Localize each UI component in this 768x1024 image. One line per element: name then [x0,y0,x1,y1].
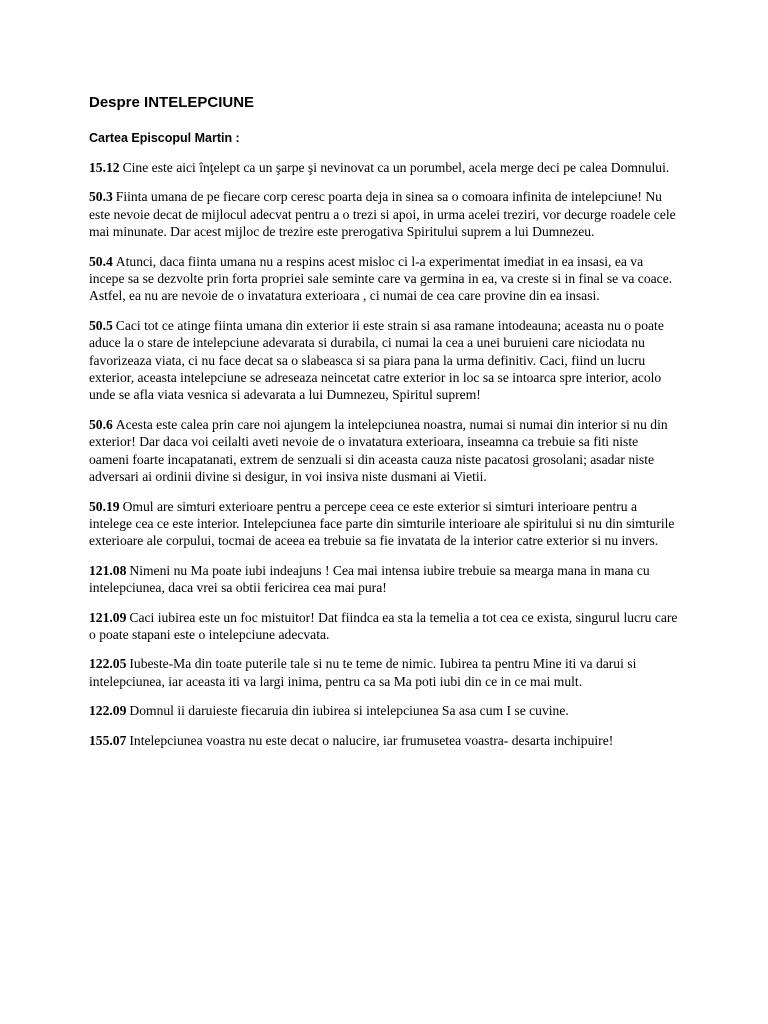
paragraph-text: Caci tot ce atinge fiinta umana din exterior ii este strain si asa ramane intodeauna; aceasta nu o poate aduce la o stare de intelepciune adevarata si durabila, ci numai la cea a unei buruieni care niciodata nu favorizeaza viata, ci nu face decat sa o slabeasca si sa piara pana la urma definitiv. Caci, fiind un lucru exterior, aceasta intelepciune se adreseaza neincetat catre exterior in loc sa se intoarca spre interior, acolo unde se afla viata vesnica si adevarata a lui Dumnezeu, Spiritul suprem! [89,317,664,403]
verse-ref: 122.09 [89,703,127,719]
paragraph-text: Acesta este calea prin care noi ajungem la intelepciunea noastra, numai si numai din interior si nu din exterior! Dar daca voi ceilalti aveti nevoie de o invatatura exterioara, inseamna ca trebuie sa fiti niste oameni foarte incapatanati, extrem de senzuali si din aceasta cauza niste pacatosi grosolani; asadar niste adversari ai ordinii divine si desigur, in voi insiva niste dusmani ai Vietii. [89,416,668,485]
paragraph [89,317,679,404]
document-subtitle: Cartea Episcopul Martin : [89,131,240,145]
verse-ref: 50.19 [89,498,120,514]
verse-ref: 155.07 [89,732,127,748]
paragraph-text: Atunci, daca fiinta umana nu a respins acest misloc ci l-a experimentat imediat in ea insasi, ea va incepe sa se dezvolte prin forta propriei sale seminte care va germina in ea, va creste si in final se va coace. Astfel, ea nu are nevoie de o invatatura exterioara , ci numai de cea care provine din ea insasi. [89,253,673,304]
paragraph [89,702,679,719]
paragraph-text: Intelepciunea voastra nu este decat o nalucire, iar frumusetea voastra- desarta inchipuire! [129,732,614,748]
paragraph-text: Domnul ii daruieste fiecaruia din iubirea si intelepciunea Sa asa cum I se cuvine. [129,703,569,719]
verse-ref: 50.6 [89,416,113,432]
verse-ref: 121.09 [89,609,127,625]
paragraph [89,416,679,486]
verse-ref: 50.3 [89,189,113,205]
verse-ref: 122.05 [89,656,127,672]
paragraph-text: Fiinta umana de pe fiecare corp ceresc poarta deja in sinea sa o comoara infinita de intelepciune! Nu este nevoie decat de mijlocul adecvat pentru a o trezi si apoi, in urma acelei treziri, vor decurge roadele cele mai minunate. Dar acest mijloc de trezire este prerogativa Spiritului suprem a lui Dumnezeu. [89,189,676,240]
paragraph [89,188,679,240]
verse-ref: 15.12 [89,160,120,175]
verse-ref: 50.5 [89,317,113,333]
document-title: Despre INTELEPCIUNE [89,94,255,111]
paragraph-text: Omul are simturi exterioare pentru a percepe ceea ce este exterior si simturi interioare pentru a intelege cea ce este interior. Intelepciunea face parte din simturile interioare ale spiritului si nu din simturile exterioare ale corpului, tocmai de aceea ea trebuie sa fie invatata de la interior catre exterior si nu invers. [89,498,675,549]
paragraph [89,562,679,597]
paragraph [89,609,679,644]
paragraph [89,655,679,690]
verse-ref: 50.4 [89,253,113,269]
paragraph-text: Nimeni nu Ma poate iubi indeajuns ! Cea mai intensa iubire trebuie sa mearga mana in mana cu intelepciunea, daca vrei sa obtii fericirea cea mai pura! [89,562,650,596]
paragraph [89,159,679,176]
paragraph-text: Caci iubirea este un foc mistuitor! Dat fiindca ea sta la temelia a tot cea ce exista, singurul lucru care o poate stapani este o intelepciune adecvata. [89,609,678,642]
paragraph-text: Cine este aici înţelept ca un şarpe şi nevinovat ca un porumbel, acela merge deci pe calea Domnului. [122,160,670,175]
paragraph [89,732,679,749]
paragraph [89,498,679,550]
paragraph-text: Iubeste-Ma din toate puterile tale si nu te teme de nimic. Iubirea ta pentru Mine iti va darui si intelepciunea, iar aceasta iti va largi inima, pentru ca sa Ma poti iubi din ce in ce mai mult. [89,656,637,689]
document-page [89,94,679,761]
paragraph [89,253,679,305]
verse-ref: 121.08 [89,562,127,578]
